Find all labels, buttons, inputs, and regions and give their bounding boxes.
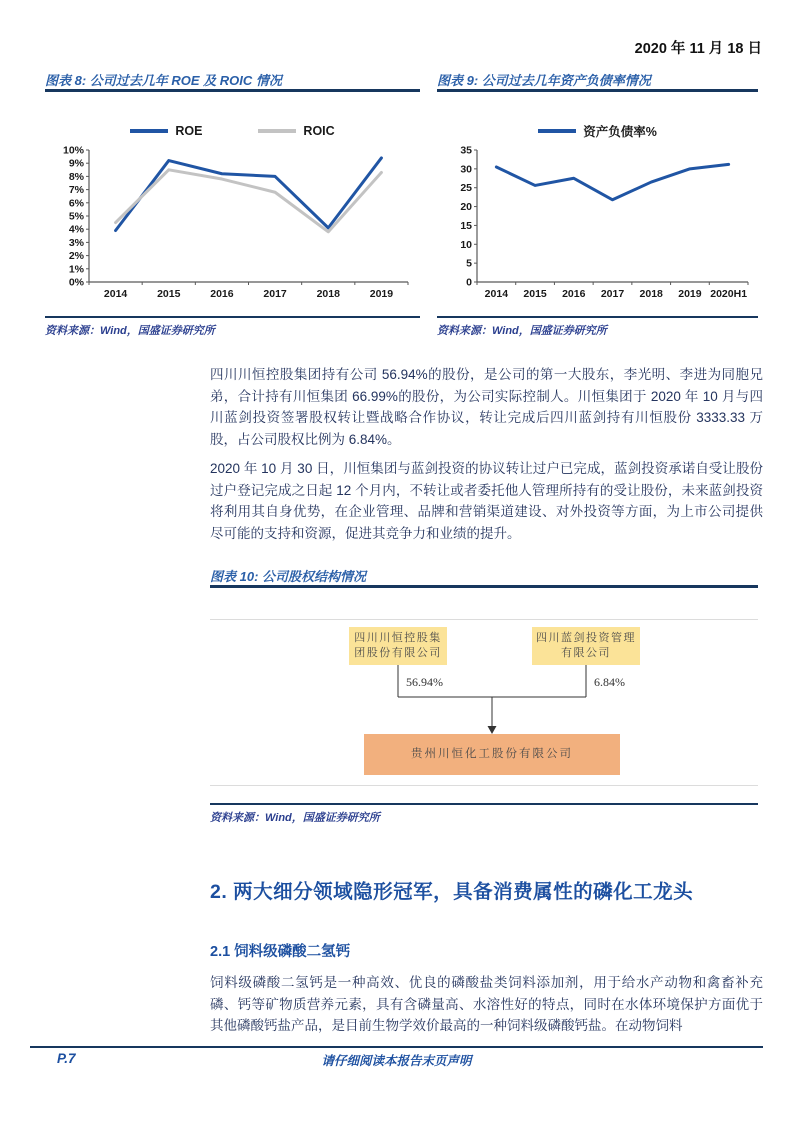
legend-label: 资产负债率% — [583, 125, 657, 139]
figures-row — [45, 70, 758, 338]
y-tick-label: 4% — [68, 223, 84, 236]
report-date: 2020 年 11 月 18 日 — [634, 41, 762, 57]
debt-ratio-line-chart — [437, 146, 758, 306]
parent-company-left-box: 四川川恒控股集团股份有限公司 — [349, 627, 447, 665]
paragraph-transfer: 2020 年 10 月 30 日，川恒集团与蓝剑投资的协议转让过户已完成，蓝剑投资承诺自受让股份过户登记完成之日起 12 个月内，不转让或者委托他人管理所持有的受让股份，未来蓝剑投资将利用其自身优势，在企业管理、品牌和营销渠道建设、对外投资等方面，为上市公司提供尽可能的支持和资源，促进其竞争力和业绩的提升。 — [210, 461, 763, 541]
y-tick-label: 1% — [68, 263, 84, 276]
figure-9-top-rule — [437, 89, 758, 92]
x-tick-label: 2017 — [263, 288, 287, 300]
figure-8-top-rule — [45, 89, 420, 92]
roe-roic-line-chart — [45, 146, 420, 306]
y-tick-label: 10% — [62, 146, 84, 157]
y-tick-label: 3% — [68, 236, 84, 249]
x-tick-label: 2015 — [157, 288, 181, 300]
x-tick-label: 2019 — [678, 288, 702, 300]
section-2-heading: 2. 两大细分领域隐形冠军，具备消费属性的磷化工龙头 — [210, 881, 694, 903]
x-tick-label: 2016 — [562, 288, 586, 300]
figure-8-bottom-rule — [45, 316, 420, 318]
y-tick-label: 25 — [460, 182, 472, 195]
x-tick-label: 2017 — [600, 288, 625, 300]
parent-company-right-box: 四川蓝剑投资管理有限公司 — [532, 627, 640, 665]
arrow-down-icon — [488, 726, 497, 734]
x-tick-label: 2014 — [484, 288, 509, 300]
figure-8 — [45, 70, 420, 338]
figure-10 — [210, 566, 758, 825]
series-line-资产负债率% — [496, 164, 728, 199]
y-tick-label: 10 — [460, 238, 472, 251]
y-tick-label: 7% — [68, 184, 84, 197]
legend-label: ROIC — [303, 124, 335, 138]
legend-item — [258, 124, 334, 138]
legend-line-swatch — [538, 129, 576, 133]
y-tick-label: 15 — [460, 219, 472, 232]
figure-9-legend — [437, 124, 758, 138]
figure-10-source: 资料来源：Wind，国盛证券研究所 — [210, 812, 380, 824]
stake-left-label: 56.94% — [406, 675, 443, 689]
figure-8-source: 资料来源：Wind，国盛证券研究所 — [45, 325, 215, 337]
y-tick-label: 0 — [466, 276, 472, 289]
page-number: P.7 — [57, 1051, 76, 1066]
y-tick-label: 20 — [460, 201, 472, 214]
equity-structure-diagram — [210, 591, 758, 803]
y-tick-label: 2% — [68, 250, 84, 263]
paragraph-mcp: 饲料级磷酸二氢钙是一种高效、优良的磷酸盐类饲料添加剂，用于给水产动物和禽畜补充磷、钙等矿物质营养元素，具有含磷量高、水溶性好的特点，同时在水体环境保护方面优于其他磷酸钙盐产品，是目前生物学效价最高的一种饲料级磷酸钙盐。在动物饲料 — [210, 975, 763, 1033]
figure-9 — [437, 70, 758, 338]
y-tick-label: 30 — [460, 163, 472, 176]
y-tick-label: 8% — [68, 170, 84, 183]
x-tick-label: 2014 — [103, 288, 128, 300]
x-tick-label: 2016 — [210, 288, 234, 300]
figure-10-top-rule — [210, 585, 758, 588]
paragraph-shareholding: 四川川恒控股集团持有公司 56.94%的股份，是公司的第一大股东，李光明、李进为同胞兄弟，合计持有川恒集团 66.99%的股份，为公司实际控制人。川恒集团于 2020 年 10 月与四川蓝剑投资签署股权转让暨战略合作协议，转让完成后四川蓝剑持有川恒股份 3333.33 万股，占公司股权比例为 6.84%。 — [210, 367, 763, 447]
stake-right-label: 6.84% — [594, 675, 625, 689]
x-tick-label: 2018 — [316, 288, 340, 300]
legend-line-swatch — [130, 129, 168, 133]
figure-10-title: 图表 10: 公司股权结构情况 — [210, 569, 367, 584]
x-tick-label: 2018 — [639, 288, 663, 300]
figure-9-source: 资料来源：Wind，国盛证券研究所 — [437, 325, 607, 337]
footer-rule — [30, 1046, 763, 1048]
legend-item — [130, 124, 202, 138]
legend-label: ROE — [175, 124, 203, 138]
x-tick-label: 2019 — [369, 288, 394, 300]
y-tick-label: 5 — [466, 257, 472, 270]
y-tick-label: 5% — [68, 210, 84, 223]
figure-10-bottom-rule — [210, 803, 758, 805]
figure-9-title: 图表 9: 公司过去几年资产负债率情况 — [437, 73, 651, 88]
y-tick-label: 0% — [68, 276, 84, 289]
y-tick-label: 35 — [460, 146, 472, 157]
series-line-ROE — [116, 158, 382, 231]
figure-8-title: 图表 8: 公司过去几年 ROE 及 ROIC 情况 — [45, 73, 282, 88]
x-tick-label: 2015 — [523, 288, 547, 300]
x-tick-label: 2020H1 — [710, 288, 748, 300]
figure-8-legend — [45, 124, 420, 138]
y-tick-label: 6% — [68, 197, 84, 210]
legend-line-swatch — [258, 129, 296, 133]
figure-9-bottom-rule — [437, 316, 758, 318]
section-2-1-heading: 2.1 饲料级磷酸二氢钙 — [210, 944, 351, 960]
subsidiary-box: 贵州川恒化工股份有限公司 — [364, 734, 620, 775]
y-tick-label: 9% — [68, 157, 84, 170]
legend-item — [538, 122, 657, 140]
footer-notice: 请仔细阅读本报告末页声明 — [321, 1054, 472, 1068]
